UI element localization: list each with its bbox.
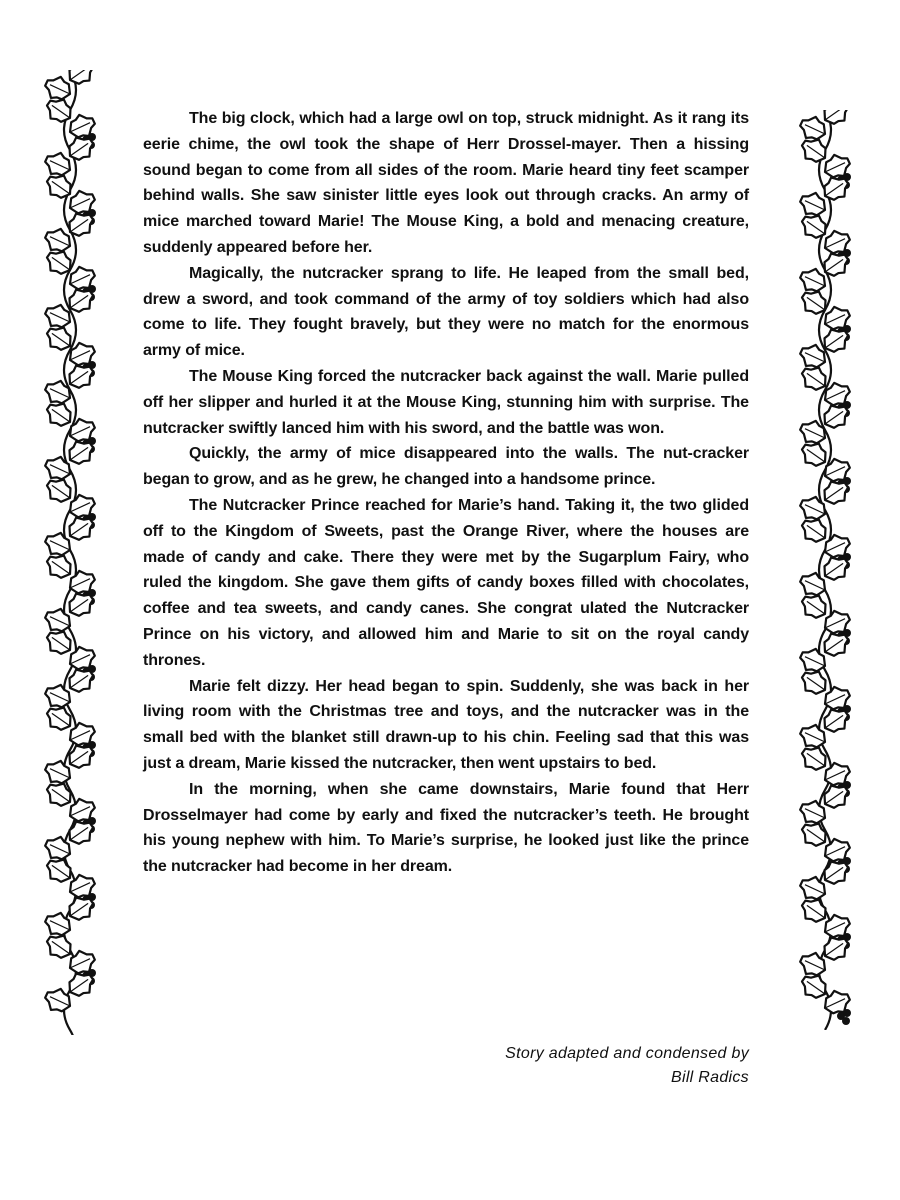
story-paragraph-1: The big clock, which had a large owl on top, struck midnight. As it rang its eerie chime, the owl took the shape of Herr Drossel-mayer. Then a hissing sound began to come from all sides of the room. Marie heard tiny feet scamper behind walls. She saw sinister little eyes look out through cracks. An army of mice marched toward Marie! The Mouse King, a bold and menacing creature, suddenly appeared before her.: [143, 110, 749, 256]
holly-vine-right-svg: [785, 110, 865, 1030]
story-paragraph-4: Quickly, the army of mice disappeared into the walls. The nut-cracker began to grow, and as he grew, he changed into a handsome prince.: [143, 445, 749, 489]
credit-line-adapted: Story adapted and condensed by: [505, 1045, 749, 1062]
holly-berry-icon: [842, 1017, 850, 1025]
story-credit: [505, 1042, 749, 1090]
story-paragraph-7: In the morning, when she came downstairs, Marie found that Herr Drosselmayer had come by early and fixed the nutcracker’s teeth. He brought his young nephew with him. To Marie’s surprise, he looked just like the prince the nutcracker had become in her dream.: [143, 780, 749, 876]
holly-vine-left-icon: [30, 70, 110, 1035]
story-paragraph-6: Marie felt dizzy. Her head began to spin. Suddenly, she was back in her living room with the Christmas tree and toys, and the nutcracker was in the small bed with the blanket still drawn-up to his chin. Feeling sad that this was just a dream, Marie kissed the nutcracker, then went upstairs to bed.: [143, 677, 749, 772]
story-paragraph-5: The Nutcracker Prince reached for Marie’s hand. Taking it, the two glided off to the Kingdom of Sweets, past the Orange River, where the houses are made of candy and cake. There they were met by the Sugarplum Fairy, who ruled the kingdom. She gave them gifts of candy boxes filled with chocolates, coffee and tea sweets, and candy canes. She congrat ulated the Nutcracker Prince on his victory, and allowed him and Marie to sit on the royal candy thrones.: [143, 496, 749, 669]
story-paragraph-3: The Mouse King forced the nutcracker back against the wall. Marie pulled off her slipper and hurled it at the Mouse King, stunning him with surprise. The nutcracker swiftly lanced him with his sword, and the battle was won.: [143, 367, 749, 437]
holly-vine-right-icon: [785, 110, 865, 1030]
story-text: [143, 106, 749, 880]
holly-berry-icon: [843, 1009, 851, 1017]
holly-vine-left-svg: [30, 70, 110, 1035]
story-paragraph-2: Magically, the nutcracker sprang to life. He leaped from the small bed, drew a sword, and took command of the army of toy soldiers which had also come to life. They fought bravely, but they were no match for the enormous army of mice.: [143, 264, 749, 360]
credit-author: Bill Radics: [671, 1069, 749, 1086]
